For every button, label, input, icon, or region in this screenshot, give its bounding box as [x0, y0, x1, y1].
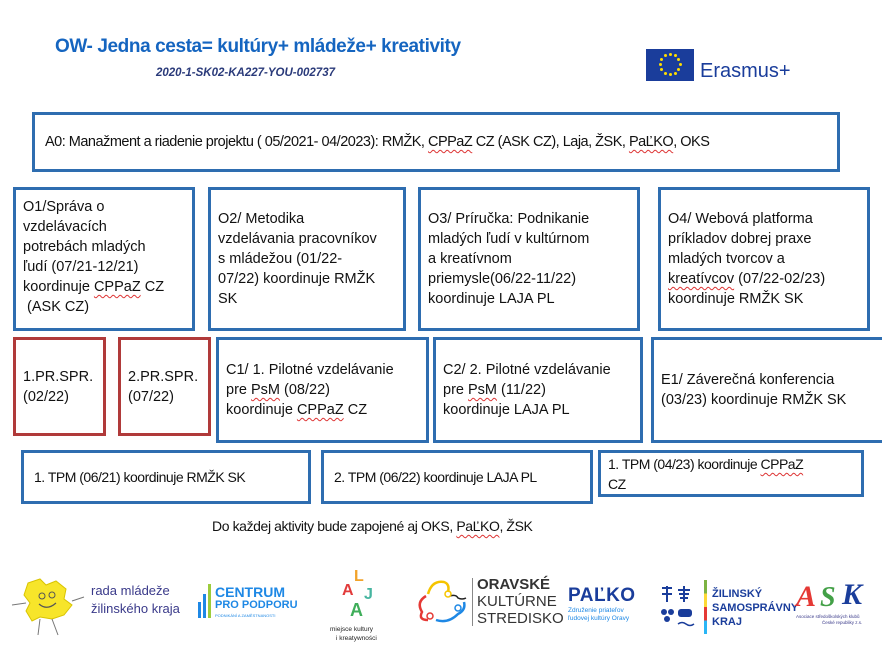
eu-star-icon [664, 72, 667, 75]
activity-box-e1: E1/ Záverečná konferencia (03/23) koordinuje RMŽK SK [651, 337, 882, 443]
eu-star-icon [674, 72, 677, 75]
management-box [32, 112, 840, 172]
eu-star-icon [664, 54, 667, 57]
meeting-box-3: 1. TPM (04/23) koordinuje CPPaZ CZ [598, 450, 864, 497]
progress-report-2: 2.PR.SPR. (07/22) [118, 337, 211, 436]
zsk-logo: ŽILINSKÝ SAMOSPRÁVNY KRAJ [658, 580, 776, 635]
eu-star-icon [669, 53, 672, 56]
rmzk-mascot-icon [6, 575, 88, 637]
zsk-coat-of-arms-icon [658, 584, 698, 628]
laja-logo: L A J A miejsce kultury i kreatywności [330, 568, 377, 642]
oks-map-icon [414, 576, 470, 628]
eu-star-icon [659, 63, 662, 66]
eu-star-icon [677, 68, 680, 71]
eu-star-icon [674, 54, 677, 57]
output-box-o1: O1/Správa o vzdelávacích potrebách mladých ľudí (07/21-12/21) koordinuje CPPaZ CZ (ASK CZ) [13, 187, 195, 331]
eu-star-icon [677, 58, 680, 61]
management-text: A0: Manažment a riadenie projektu ( 05/2021- 04/2023): RMŽK, CPPaZ CZ (ASK CZ), Laja, ŽSK, PaĽKO, OKS [45, 134, 710, 150]
eu-star-icon [660, 58, 663, 61]
erasmus-label: Erasmus+ [700, 60, 791, 82]
erasmus-logo [646, 46, 791, 83]
cppaz-logo: CENTRUM PRO PODPORU PODNIKÁNÍ A ZAMĚSTNANOSTI [198, 582, 308, 622]
eu-flag-icon [646, 49, 694, 81]
oks-logo: ORAVSKÉ KULTÚRNE STREDISKO [414, 574, 562, 632]
cppaz-bars-icon [198, 584, 212, 618]
eu-star-icon [669, 73, 672, 76]
ask-logo: A S K Asociace středoškolských klubů České republiky z.s. [796, 578, 863, 625]
project-code: 2020-1-SK02-KA227-YOU-002737 [156, 67, 335, 79]
output-box-o3: O3/ Príručka: Podnikanie mladých ľudí v kultúrnom a kreatívnom priemysle(06/22-11/22) koordinuje LAJA PL [418, 187, 640, 331]
meeting-box-1: 1. TPM (06/21) koordinuje RMŽK SK [21, 450, 311, 504]
oks-divider [472, 578, 473, 626]
zsk-divider [704, 580, 707, 634]
rmzk-logo: rada mládeže žilinského kraja [6, 575, 216, 635]
page-title: OW- Jedna cesta= kultúry+ mládeže+ kreativity [55, 36, 461, 57]
activity-box-c2: C2/ 2. Pilotné vzdelávanie pre PsM (11/22) koordinuje LAJA PL [433, 337, 643, 443]
palko-logo: PAĽKO Združenie priateľov ľudovej kultúry Oravy [568, 585, 636, 622]
eu-star-icon [660, 68, 663, 71]
output-box-o2: O2/ Metodika vzdelávania pracovníkov s mládežou (01/22- 07/22) koordinuje RMŽK SK [208, 187, 406, 331]
activity-box-c1: C1/ 1. Pilotné vzdelávanie pre PsM (08/22) koordinuje CPPaZ CZ [216, 337, 429, 443]
progress-report-1: 1.PR.SPR. (02/22) [13, 337, 106, 436]
meeting-box-2: 2. TPM (06/22) koordinuje LAJA PL [321, 450, 593, 504]
output-box-o4: O4/ Webová platforma príkladov dobrej praxe mladých tvorcov a kreatívcov (07/22-02/23) koordinuje RMŽK SK [658, 187, 870, 331]
eu-star-icon [679, 63, 682, 66]
footer-note: Do každej aktivity bude zapojené aj OKS, PaĽKO, ŽSK [212, 518, 533, 534]
